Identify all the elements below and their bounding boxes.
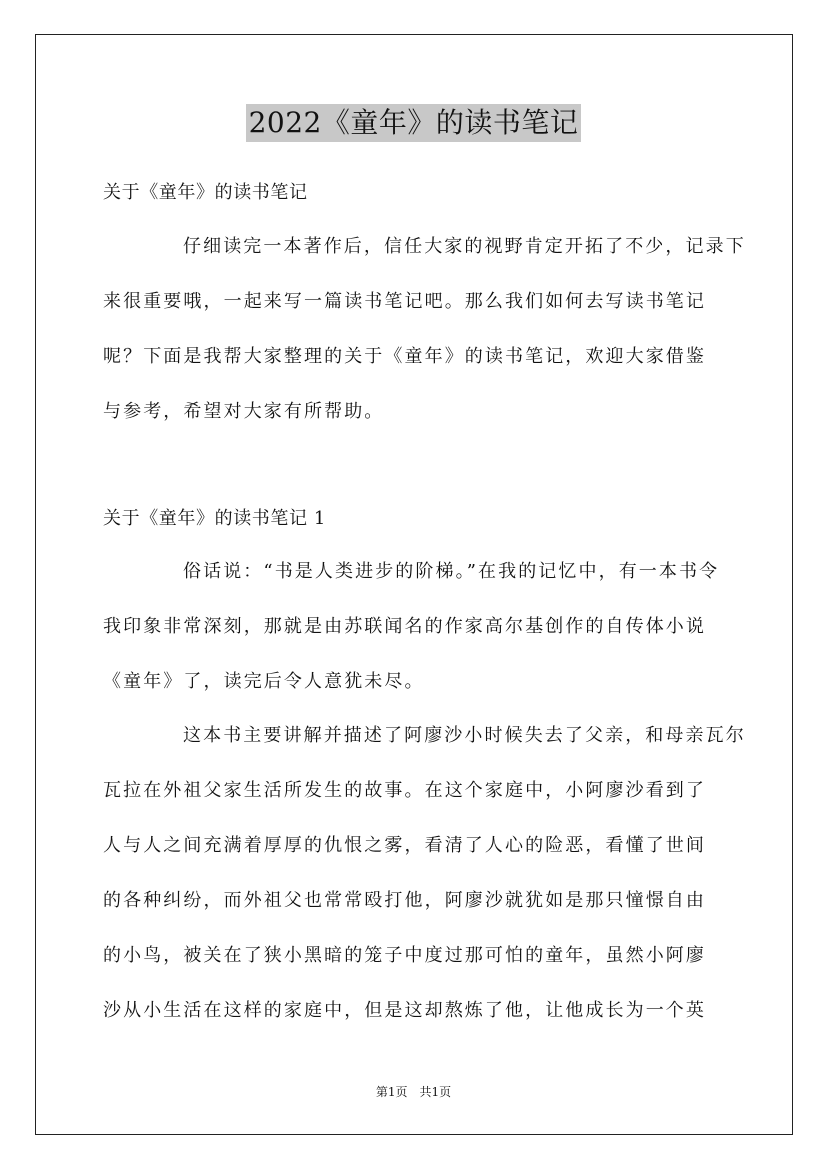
text-line: 仔细读完一本著作后，信任大家的视野肯定开拓了不少，记录下: [183, 236, 746, 257]
title-wrap: [0, 104, 827, 142]
text-line: 呢？下面是我帮大家整理的关于《童年》的读书笔记，欢迎大家借鉴: [103, 346, 706, 367]
text-line: 瓦拉在外祖父家生活所发生的故事。在这个家庭中，小阿廖沙看到了: [103, 780, 706, 801]
text-line: 我印象非常深刻，那就是由苏联闻名的作家高尔基创作的自传体小说: [103, 616, 706, 637]
section1-paragraph-1: [103, 544, 727, 709]
text-line: 这本书主要讲解并描述了阿廖沙小时候失去了父亲，和母亲瓦尔: [183, 725, 746, 746]
intro-paragraph: [103, 219, 746, 439]
text-line: 与参考，希望对大家有所帮助。: [103, 401, 385, 422]
text-line: 《童年》了，读完后令人意犹未尽。: [103, 671, 425, 692]
text-line: 的各种纠纷，而外祖父也常常殴打他，阿廖沙就犹如是那只憧憬自由: [103, 890, 706, 911]
section1-paragraph-2: [103, 708, 746, 1038]
text-line: 人与人之间充满着厚厚的仇恨之雾，看清了人心的险恶，看懂了世间: [103, 835, 706, 856]
text-line: 沙从小生活在这样的家庭中，但是这却熬炼了他，让他成长为一个英: [103, 1000, 706, 1021]
text-line: 来很重要哦，一起来写一篇读书笔记吧。那么我们如何去写读书笔记: [103, 291, 706, 312]
intro-heading: 关于《童年》的读书笔记: [103, 182, 308, 203]
text-line: 俗话说：“书是人类进步的阶梯。”在我的记忆中，有一本书令: [183, 561, 720, 582]
page-footer: 第1页 共1页: [375, 1085, 452, 1099]
text-line: 的小鸟，被关在了狭小黑暗的笼子中度过那可怕的童年，虽然小阿廖: [103, 945, 706, 966]
document-title: 2022《童年》的读书笔记: [246, 104, 582, 142]
section1-heading: 关于《童年》的读书笔记 1: [103, 508, 326, 529]
